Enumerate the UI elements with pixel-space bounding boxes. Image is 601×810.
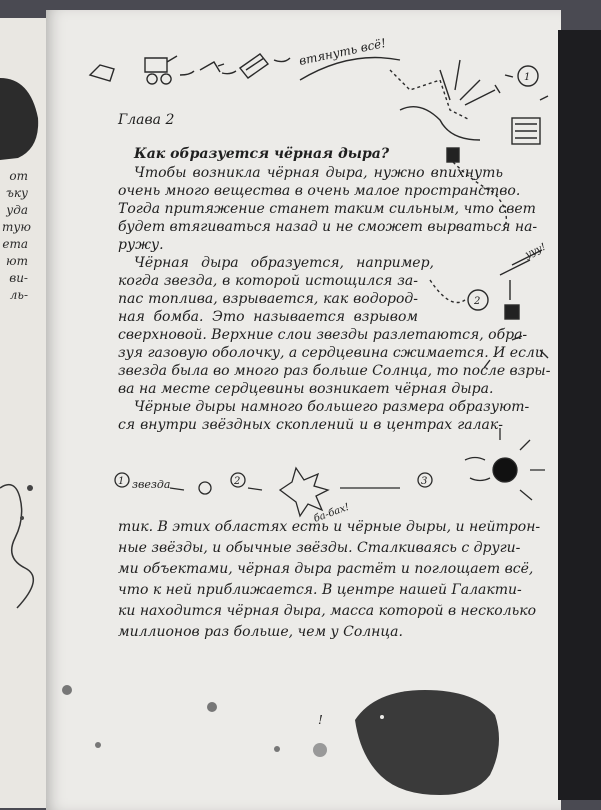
strip-arrow xyxy=(248,488,262,490)
strip-step3-number: 3 xyxy=(421,476,428,487)
crate-doodle xyxy=(240,54,268,78)
process-strip xyxy=(115,428,545,516)
text-line: ные звёзды, и обычные звёзды. Сталкиваясь с други- xyxy=(118,540,521,556)
text-line: ная бомба. Это называется взрывом xyxy=(118,309,418,325)
moon-dot xyxy=(274,746,280,752)
moon-dot xyxy=(313,743,327,757)
left-fragment: от xyxy=(9,169,28,183)
text-line: ружу. xyxy=(118,237,164,253)
bucket-doodle xyxy=(90,65,114,81)
explosion-doodle xyxy=(280,468,328,516)
moon-dot xyxy=(207,702,217,712)
text-line: очень много вещества в очень малое пространство. xyxy=(118,183,521,199)
strip-star-word: звезда xyxy=(132,478,171,491)
strip-boom-text: ба-бах! xyxy=(312,501,351,525)
text-line: сверхновой. Верхние слои звезды разлетаются, обра- xyxy=(118,327,528,343)
spark-lines xyxy=(495,75,548,100)
mid-arrow-up xyxy=(500,260,530,300)
text-line: тик. В этих областях есть и чёрные дыры, и нейтрон- xyxy=(118,519,541,535)
left-fragment: ета xyxy=(2,237,28,251)
text-line: что к ней приближается. В центре нашей Галакти- xyxy=(118,582,522,598)
chapter-label: Глава 2 xyxy=(118,112,175,128)
text-line: ся внутри звёздных скоплений и в центрах галак- xyxy=(118,417,503,433)
left-fragment: уда xyxy=(6,203,28,217)
top-step-number: 1 xyxy=(524,72,531,83)
left-fragment: ви- xyxy=(9,271,28,285)
text-line: Чтобы возникла чёрная дыра, нужно впихнуть xyxy=(134,165,503,181)
top-scrawl-text: втянуть всё! xyxy=(297,35,388,68)
creature-shape xyxy=(355,690,499,795)
moon-dot xyxy=(62,685,72,695)
text-line: миллионов раз больше, чем у Солнца. xyxy=(118,624,403,640)
strip-step1-number: 1 xyxy=(118,476,125,487)
left-fragment: ль- xyxy=(9,288,28,302)
arrow-strokes xyxy=(180,58,290,75)
black-hole-circle xyxy=(493,458,517,482)
strip-step2-number: 2 xyxy=(234,476,241,487)
mid-step-number: 2 xyxy=(474,296,481,307)
tractor-doodle xyxy=(145,56,177,84)
rays-doodle xyxy=(440,60,495,105)
text-line: ки находится чёрная дыра, масса которой в несколько xyxy=(118,603,537,619)
bottom-illustration xyxy=(62,685,499,795)
left-fragment: ъку xyxy=(5,186,28,200)
creature-exclaim: ! xyxy=(318,713,323,727)
strip-arrow xyxy=(170,488,184,490)
text-line: когда звезда, в которой истощился за- xyxy=(118,273,418,289)
mid-scrawl-text: ууу! xyxy=(523,241,548,261)
main-text-bottom xyxy=(118,517,541,643)
text-line: зуя газовую оболочку, а сердцевина сжимается. И если xyxy=(118,345,544,361)
mid-black-box xyxy=(505,305,519,319)
section-heading: Как образуется чёрная дыра? xyxy=(134,146,390,162)
text-line: ми объектами, чёрная дыра растёт и поглощает всё, xyxy=(118,561,534,577)
left-fragment: тую xyxy=(2,220,31,234)
hand-doodle xyxy=(400,107,480,140)
text-line: звезда была во много раз больше Солнца, то после взры- xyxy=(118,363,551,379)
shovel-doodle xyxy=(200,62,224,72)
left-fragment: ют xyxy=(6,254,28,268)
text-line: Чёрная дыра образуется, например, xyxy=(134,255,434,271)
strip-star-circle xyxy=(199,482,211,494)
text-line: Тогда притяжение станет таким сильным, что свет xyxy=(118,201,536,217)
text-line: пас топлива, взрывается, как водород- xyxy=(118,291,418,307)
moon-dot xyxy=(95,742,101,748)
text-line: будет втягиваться назад и не сможет вырваться на- xyxy=(118,219,538,235)
creature-eye xyxy=(380,715,384,719)
text-line: ва на месте сердцевины возникает чёрная дыра. xyxy=(118,381,494,397)
box-lines xyxy=(515,124,537,138)
text-line: Чёрные дыры намного большего размера образуют- xyxy=(134,399,530,415)
